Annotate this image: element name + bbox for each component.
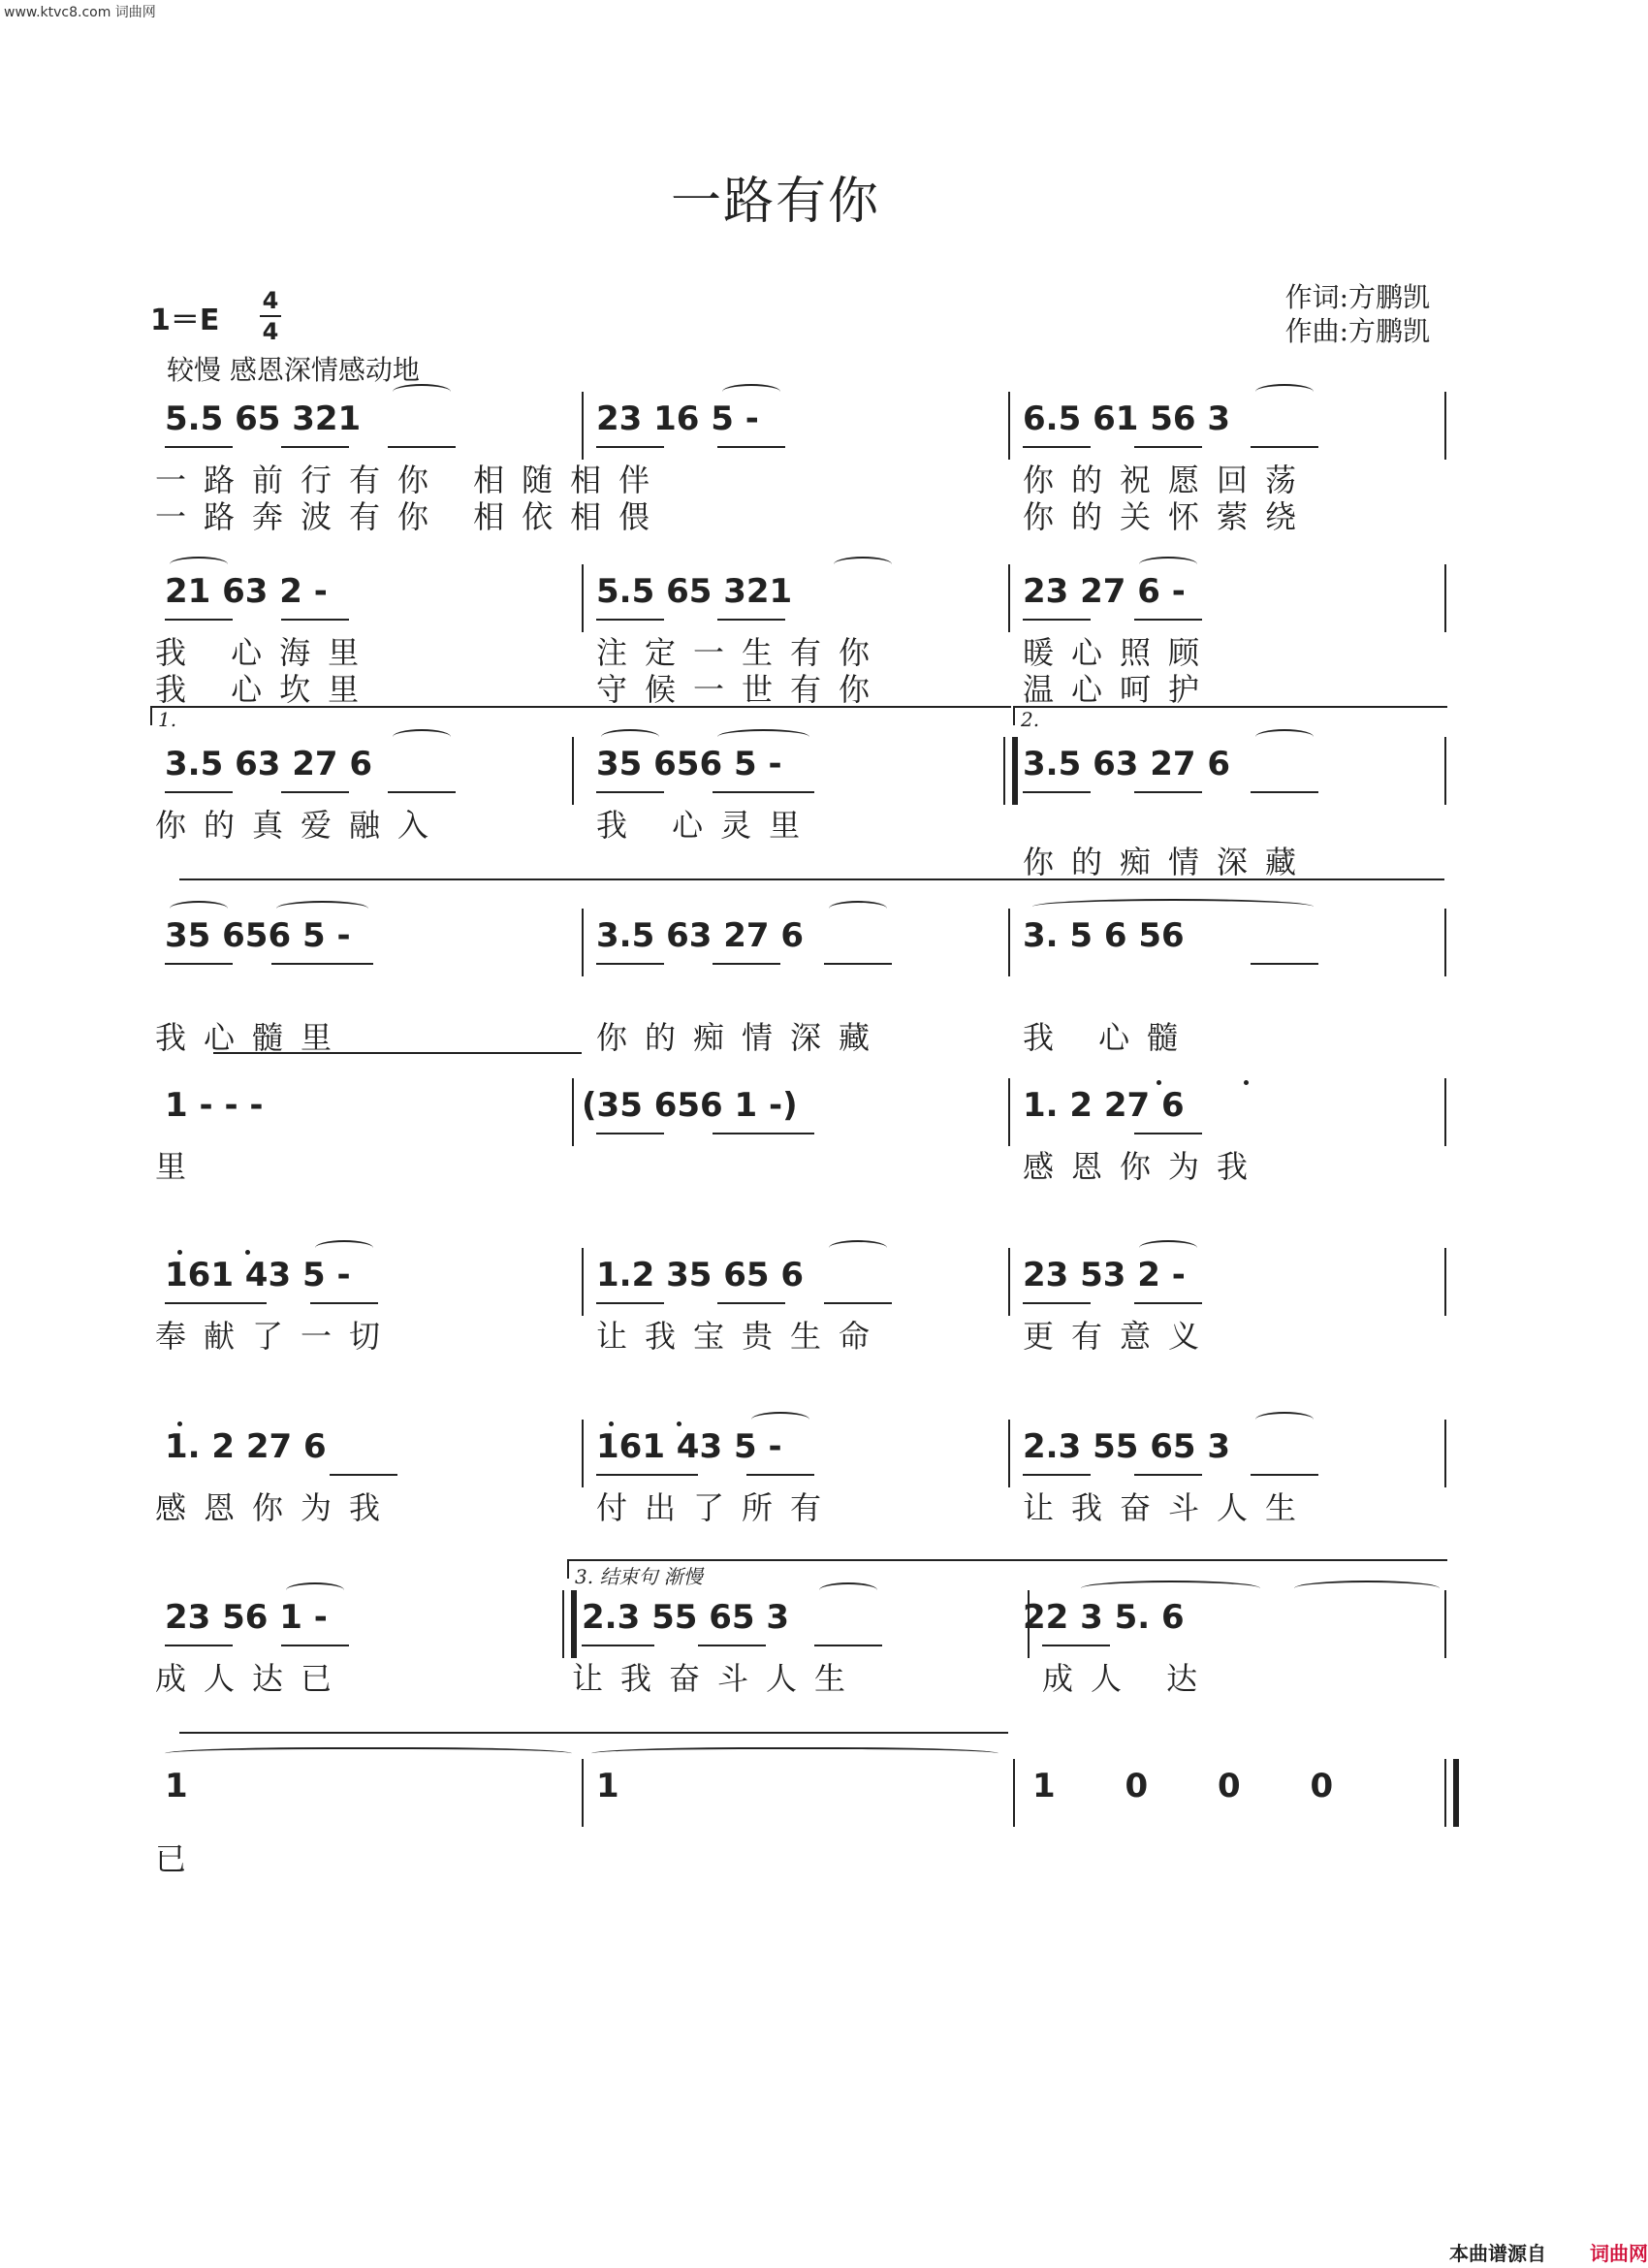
measure-25: 1 (165, 1767, 188, 1805)
lyrics-row-7b: 付出了所有 (596, 1489, 840, 1526)
lyrics-row-3-volta2: 你的痴情深藏 (1023, 844, 1315, 880)
measure-12: 3. 5 6 56 (1023, 916, 1185, 955)
staff-row-6 (155, 1256, 1444, 1362)
measure-22: 23 56 1 - (165, 1598, 328, 1637)
measure-11: 3.5 63 27 6 (596, 916, 805, 955)
lyrics-row-8c: 成人 达 (1042, 1660, 1216, 1697)
measure-21: 2.3 55 65 3 (1023, 1427, 1231, 1466)
staff-row-5 (155, 1086, 1444, 1193)
staff-row-2 (155, 572, 1444, 718)
measure-2: 23 16 5 - (596, 399, 759, 438)
measure-3: 6.5 61 56 3 (1023, 399, 1231, 438)
staff-row-9 (155, 1767, 1444, 1877)
notes-row-5 (155, 1086, 1444, 1129)
staff-row-1 (155, 399, 1444, 545)
lyrics-row-1-verse-2: 一路奔波有你 相依相偎 (155, 498, 668, 535)
lyrics-row-6b: 让我宝贵生命 (596, 1318, 888, 1355)
composer-credit: 作曲:方鹏凯 (1284, 315, 1430, 347)
notes-row-3 (155, 745, 1444, 787)
notes-row-1 (155, 399, 1444, 442)
measure-9: 3.5 63 27 6 (1023, 745, 1231, 783)
measure-20: 161 43 5 - (596, 1427, 782, 1466)
notes-row-7 (155, 1427, 1444, 1470)
measure-8: 35 656 5 - (596, 745, 782, 783)
lyrics-row-8b: 让我奋斗人生 (572, 1660, 864, 1697)
lyrics-row-2c-verse-1: 暖心照顾 (1023, 634, 1218, 671)
lyrics-row-4a: 我心髓里 (155, 1019, 350, 1056)
key-signature: 1＝E (150, 303, 220, 337)
watermark: www.ktvc8.com 词曲网 (4, 5, 156, 20)
lyrics-row-2c-verse-2: 温心呵护 (1023, 671, 1218, 708)
lyrics-row-4c: 我 心髓 (1023, 1019, 1196, 1056)
lyrics-row-3a: 你的真爱融入 (155, 807, 447, 844)
notes-row-8 (155, 1598, 1444, 1641)
volta-1: 1. (150, 706, 1011, 725)
lyrics-row-8a: 成人达已 (155, 1660, 350, 1697)
staff-row-4 (155, 916, 1444, 1062)
measure-16: 161 43 5 - (165, 1256, 351, 1294)
notes-row-2 (155, 572, 1444, 615)
footer-source: 本曲谱源自 (1449, 2242, 1546, 2265)
notes-row-9 (155, 1767, 1444, 1809)
measure-17: 1.2 35 65 6 (596, 1256, 805, 1294)
measure-6: 23 27 6 - (1023, 572, 1186, 611)
staff-row-8 (155, 1565, 1444, 1705)
measure-18: 23 53 2 - (1023, 1256, 1186, 1294)
time-sig-top: 4 (262, 287, 279, 314)
lyrics-row-2a-verse-1: 我 心海里 (155, 634, 377, 671)
lyrics-row-7a: 感恩你为我 (155, 1489, 398, 1526)
lyrics-row-5b: 感恩你为我 (1023, 1148, 1266, 1185)
time-sig-bottom: 4 (260, 315, 281, 346)
lyrics-row-6c: 更有意义 (1023, 1318, 1218, 1355)
staff-row-3 (155, 708, 1444, 890)
lyrics-row-7c: 让我奋斗人生 (1023, 1489, 1315, 1526)
measure-15: 1. 2 27 6 (1023, 1086, 1185, 1125)
lyrics-row-9: 已 (155, 1840, 205, 1877)
measure-14: (35 656 1 -) (582, 1086, 798, 1125)
measure-24: 22 3 5. 6 (1023, 1598, 1185, 1637)
lyrics-row-2b-verse-2: 守候一世有你 (596, 671, 888, 708)
song-title: 一路有你 (670, 173, 880, 231)
lyrics-row-2b-verse-1: 注定一生有你 (596, 634, 888, 671)
measure-13: 1 - - - (165, 1086, 264, 1125)
volta-3: 3. 结束句 渐慢 (567, 1559, 1447, 1579)
lyricist-credit: 作词:方鹏凯 (1284, 281, 1430, 313)
notes-row-6 (155, 1256, 1444, 1298)
measure-23: 2.3 55 65 3 (582, 1598, 790, 1637)
tempo-marking: 较慢 感恩深情感动地 (167, 354, 420, 386)
measure-5: 5.5 65 321 (596, 572, 793, 611)
measure-26: 1 (596, 1767, 619, 1805)
lyrics-row-4b: 你的痴情深藏 (596, 1019, 888, 1056)
measure-4: 21 63 2 - (165, 572, 328, 611)
measure-19: 1. 2 27 6 (165, 1427, 327, 1466)
time-signature (260, 286, 281, 346)
staff-row-7 (155, 1427, 1444, 1534)
lyrics-row-2a-verse-2: 我 心坎里 (155, 671, 377, 708)
volta-2: 2. (1013, 706, 1447, 725)
measure-1: 5.5 65 321 (165, 399, 362, 438)
footer-site: 词曲网 (1590, 2242, 1648, 2265)
lyrics-row-1-verse-1: 一路前行有你 相随相伴 (155, 462, 668, 498)
measure-7: 3.5 63 27 6 (165, 745, 373, 783)
lyrics-row-6a: 奉献了一切 (155, 1318, 398, 1355)
lyrics-row-1b-verse-2: 你的关怀萦绕 (1023, 498, 1315, 535)
lyrics-row-5a: 里 (155, 1148, 205, 1185)
lyrics-row-3b: 我 心灵里 (596, 807, 818, 844)
notes-row-4 (155, 916, 1444, 959)
measure-27: 1 0 0 0 (1032, 1767, 1334, 1805)
lyrics-row-1b-verse-1: 你的祝愿回荡 (1023, 462, 1315, 498)
measure-10: 35 656 5 - (165, 916, 351, 955)
